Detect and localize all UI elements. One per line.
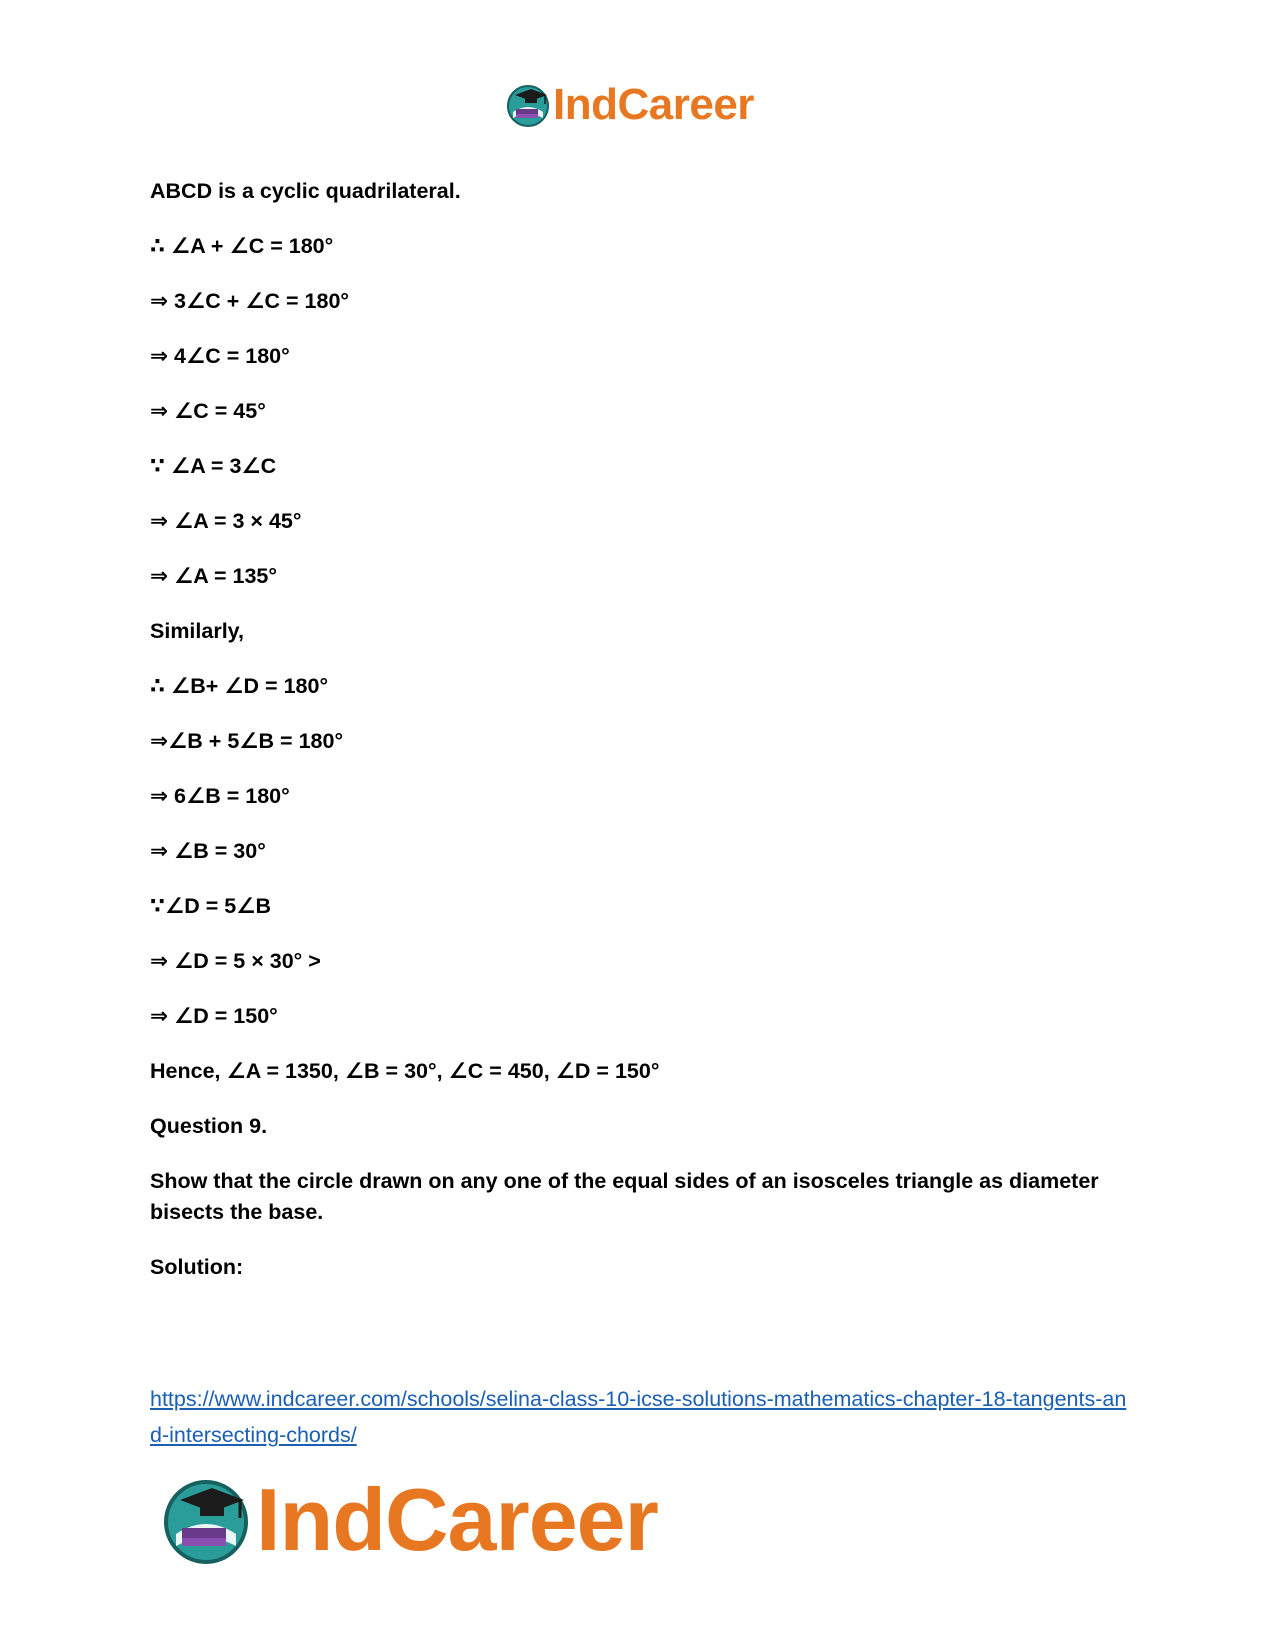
solution-line: Similarly, <box>150 619 245 643</box>
solution-line: ∴ ∠B+ ∠D = 180° <box>150 674 329 698</box>
solution-line: ⇒ ∠C = 45° <box>150 399 266 423</box>
solution-line: ⇒ ∠D = 5 × 30° > <box>150 949 321 973</box>
solution-line: ⇒ 4∠C = 180° <box>150 344 290 368</box>
solution-line: ∵ ∠A = 3∠C <box>150 454 277 478</box>
question-text: Show that the circle drawn on any one of the equal sides of an isosceles triangle as diameter bisects the base. <box>150 1169 1099 1224</box>
conclusion-line: Hence, ∠A = 1350, ∠B = 30°, ∠C = 450, ∠D = 150° <box>150 1059 660 1083</box>
solution-line: ⇒ ∠D = 150° <box>150 1004 278 1028</box>
question-heading: Question 9. <box>150 1114 268 1138</box>
graduation-globe-icon <box>505 82 551 128</box>
solution-line: ∵∠D = 5∠B <box>150 894 272 918</box>
solution-line: ⇒ ∠B = 30° <box>150 839 266 863</box>
logo-wordmark: IndCareer <box>553 80 754 129</box>
header-logo <box>505 80 754 130</box>
logo-wordmark: IndCareer <box>256 1470 658 1569</box>
solution-line: ⇒∠B + 5∠B = 180° <box>150 729 344 753</box>
document-body <box>150 176 1130 1307</box>
solution-label: Solution: <box>150 1255 244 1279</box>
graduation-globe-icon <box>160 1474 252 1566</box>
source-link[interactable]: https://www.indcareer.com/schools/selina-class-10-icse-solutions-mathematics-chapter-18-tangents-and-intersecting-chords/ <box>150 1387 1127 1447</box>
footer-logo <box>160 1470 658 1570</box>
solution-line: ⇒ 3∠C + ∠C = 180° <box>150 289 350 313</box>
solution-line: ⇒ 6∠B = 180° <box>150 784 290 808</box>
solution-line: ∴ ∠A + ∠C = 180° <box>150 234 334 258</box>
solution-line: ⇒ ∠A = 135° <box>150 564 277 588</box>
solution-line: ABCD is a cyclic quadrilateral. <box>150 179 461 203</box>
solution-line: ⇒ ∠A = 3 × 45° <box>150 509 302 533</box>
